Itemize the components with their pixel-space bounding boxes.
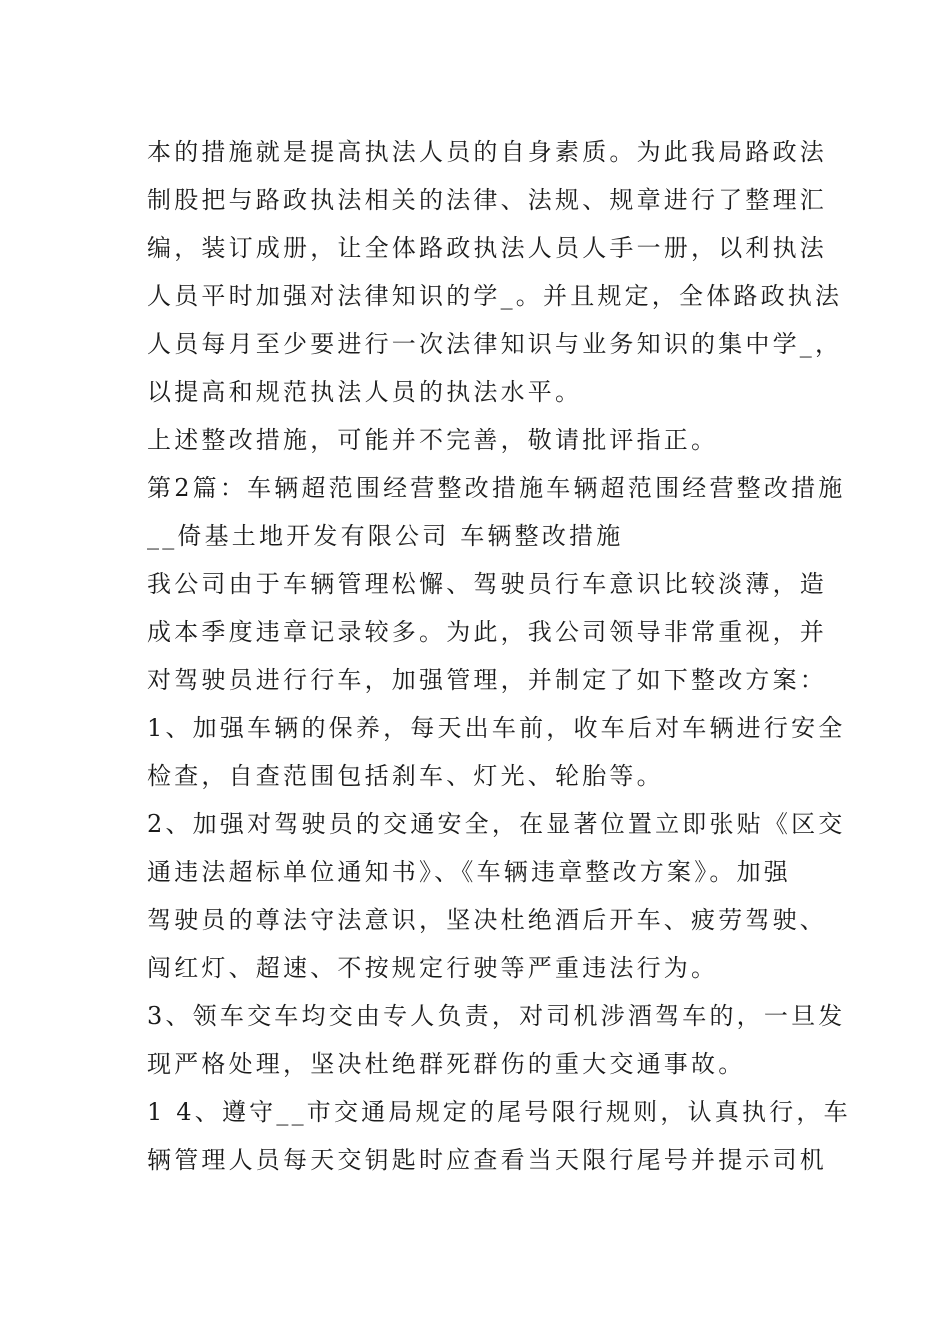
text-line: 我公司由于车辆管理松懈、驾驶员行车意识比较淡薄，造 [147,570,827,598]
text-line: 制股把与路政执法相关的法律、法规、规章进行了整理汇 [147,186,827,214]
text-line: 通违法超标单位通知书》、《车辆违章整改方案》。加强 [147,858,791,886]
text-line: 成本季度违章记录较多。为此，我公司领导非常重视，并 [147,618,827,646]
text-line: 人员每月至少要进行一次法律知识与业务知识的集中学_， [147,330,843,358]
text-line: 检查，自查范围包括刹车、灯光、轮胎等。 [147,762,664,790]
text-line: 上述整改措施，可能并不完善，敬请批评指正。 [147,426,719,454]
text-line: 闯红灯、超速、不按规定行驶等严重违法行为。 [147,954,719,982]
text-line: 1、加强车辆的保养，每天出车前，收车后对车辆进行安全 [147,714,846,742]
text-line: 2、加强对驾驶员的交通安全，在显著位置立即张贴《区交 [147,810,846,838]
text-line: 本的措施就是提高执法人员的自身素质。为此我局路政法 [147,138,827,166]
text-line: __倚基土地开发有限公司 车辆整改措施 [147,522,624,550]
text-line: 以提高和规范执法人员的执法水平。 [147,378,583,406]
text-line: 人员平时加强对法律知识的学_。并且规定，全体路政执法 [147,282,843,310]
text-line: 驾驶员的尊法守法意识，坚决杜绝酒后开车、疲劳驾驶、 [147,906,827,934]
text-line: 辆管理人员每天交钥匙时应查看当天限行尾号并提示司机 [147,1146,827,1174]
text-line: 现严格处理，坚决杜绝群死群伤的重大交通事故。 [147,1050,746,1078]
text-line: 编，装订成册，让全体路政执法人员人手一册，以利执法 [147,234,827,262]
section-heading: 第2篇：车辆超范围经营整改措施车辆超范围经营整改措施 [147,474,846,502]
text-line: 3、领车交车均交由专人负责，对司机涉酒驾车的，一旦发 [147,1002,846,1030]
text-line: 1 4、遵守__市交通局规定的尾号限行规则，认真执行，车 [147,1098,851,1126]
text-line: 对驾驶员进行行车，加强管理，并制定了如下整改方案： [147,666,827,694]
